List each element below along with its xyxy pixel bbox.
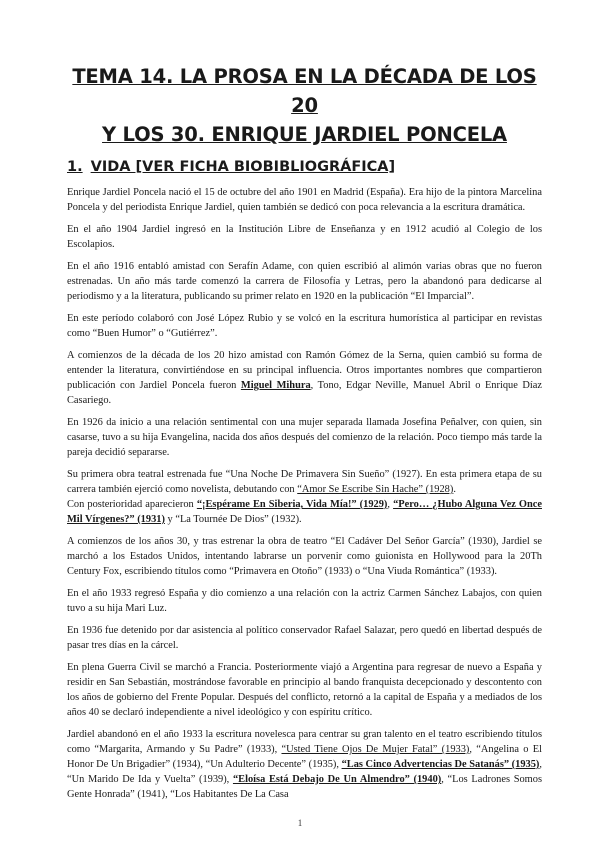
paragraph-influences [67, 348, 542, 408]
paragraph-relationship: En 1926 da inicio a una relación sentimental con una mujer separada llamada Josefina Peñalver, con quien, sin casarse, tuvo a su hija Evangelina, nacida dos años después del comienzo de la relación. Poco tiempo más tarde la pareja decidió separarse. [67, 417, 542, 458]
paragraph-early-career: En el año 1916 entabló amistad con Serafín Adame, con quien escribió al alimón varias obras que no fueron estrenadas. Un año más tarde comenzó la carrera de Filosofía y Letras, pero la abandonó para dedicarse al periodismo y a la literatura, publicando su primer relato en 1920 en la publicación “El Imparcial”. [67, 261, 542, 302]
text-span: , “Los Ladrones Somos Gente Honrada” (1941), “Los Habitantes De La Casa [67, 774, 542, 800]
link-amor-se-escribe[interactable]: “Amor Se Escribe Sin Hache” (1928) [297, 484, 454, 495]
paragraph-hollywood: A comienzos de los años 30, y tras estrenar la obra de teatro “El Cadáver Del Señor García” (1930), Jardiel se marchó a los Estados Unidos, intentando labrarse un porvenir como guionista en Hollywood para la 20Th Century Fox, escribiendo títulos como “Primavera en Otoño” (1933) o “Una Viuda Romántica” (1933). [67, 536, 542, 577]
paragraph-theatre [67, 727, 542, 802]
text-span: Jardiel abandonó en el año 1933 la escritura novelesca para centrar su gran talento en el teatro escribiendo títulos como “Margarita, Armando y Su Padre” (1933), [67, 729, 542, 755]
text-span: , Tono, Edgar Neville, Manuel Abril o Enrique Díaz Casariego. [67, 380, 543, 406]
title-line-2: Y LOS 30. ENRIQUE JARDIEL PONCELA [102, 123, 507, 146]
title-line-1: TEMA 14. LA PROSA EN LA DÉCADA DE LOS 20 [72, 65, 537, 117]
link-cinco-advertencias[interactable]: “Las Cinco Advertencias De Satanás” (1935) [341, 759, 540, 770]
paragraph-first-play [67, 467, 542, 497]
link-eloisa-esta-debajo[interactable]: “Eloísa Está Debajo De Un Almendro” (1940) [232, 774, 442, 785]
section-heading[interactable] [67, 157, 542, 177]
text-span: . [453, 484, 456, 495]
link-once-mil-virgenes[interactable]: “Pero… ¿Hubo Alguna Vez Once Mil Vírgenes?” (1931) [67, 499, 542, 525]
paragraph-detention: En 1936 fue detenido por dar asistencia al político conservador Rafael Salazar, pero quedó en libertad después de pasar tres días en la cárcel. [67, 625, 542, 651]
section-number: 1. [67, 159, 83, 175]
text-span: Su primera obra teatral estrenada fue “Una Noche De Primavera Sin Sueño” (1927). En esta primera etapa de su carrera también ejerció como novelista, debutando con [67, 469, 542, 495]
page-title [67, 62, 542, 149]
paragraph-humor-magazines: En este período colaboró con José López Rubio y se volcó en la escritura humorística al participar en revistas como “Buen Humor” o “Gutiérrez”. [67, 313, 542, 339]
paragraph-birth: Enrique Jardiel Poncela nació el 15 de octubre del año 1901 en Madrid (España). Era hijo de la pintora Marcelina Poncela y del periodista Enrique Jardiel, quien también se dedicó con poca relevancia a la escritura dramática. [67, 187, 542, 213]
text-span: , “Angelina o El Honor De Un Brigadier” (1934), “Un Adulterio Decente” (1935), [67, 744, 542, 770]
paragraph-civil-war: En plena Guerra Civil se marchó a Francia. Posteriormente viajó a Argentina para regresar de nuevo a España y residir en San Sebastián, mostrándose favorable en principio al bando franquista decepcionado y descontento con los años de gobierno del Frente Popular. Después del conflicto, retornó a la capital de España y a mediados de los años 40 se declaró independiente a nivel ideológico y con espíritu crítico. [67, 662, 542, 718]
paragraph-return-spain: En el año 1933 regresó España y dio comienzo a una relación con la actriz Carmen Sánchez Labajos, con quien tuvo a su hija Mari Luz. [67, 588, 542, 614]
paragraph-later-novels [67, 497, 542, 527]
section-title[interactable]: VIDA [VER FICHA BIOBIBLIOGRÁFICA] [90, 159, 396, 175]
link-esperame-en-siberia[interactable]: “¡Espérame En Siberia, Vida Mía!” (1929) [196, 499, 388, 510]
link-usted-tiene-ojos[interactable]: “Usted Tiene Ojos De Mujer Fatal” (1933) [281, 744, 470, 755]
text-span: , “Un Marido De Ida y Vuelta” (1939), [67, 759, 542, 785]
text-span: Con posterioridad aparecieron [67, 499, 197, 510]
text-span: A comienzos de la década de los 20 hizo amistad con Ramón Gómez de la Serna, quien cambió su forma de entender la literatura, convirtiéndose en su principal influencia. Otros importantes nombres que compartieron publicación con Jardiel Poncela fueron [67, 350, 542, 391]
paragraph-education: En el año 1904 Jardiel ingresó en la Institución Libre de Enseñanza y en 1912 acudió al Colegio de los Escolapios. [67, 224, 542, 250]
text-span: y “La Tournée De Dios” (1932). [164, 514, 302, 525]
text-span: , [387, 499, 394, 510]
link-miguel-mihura[interactable]: Miguel Mihura [240, 380, 311, 391]
page-number: 1 [297, 818, 303, 828]
